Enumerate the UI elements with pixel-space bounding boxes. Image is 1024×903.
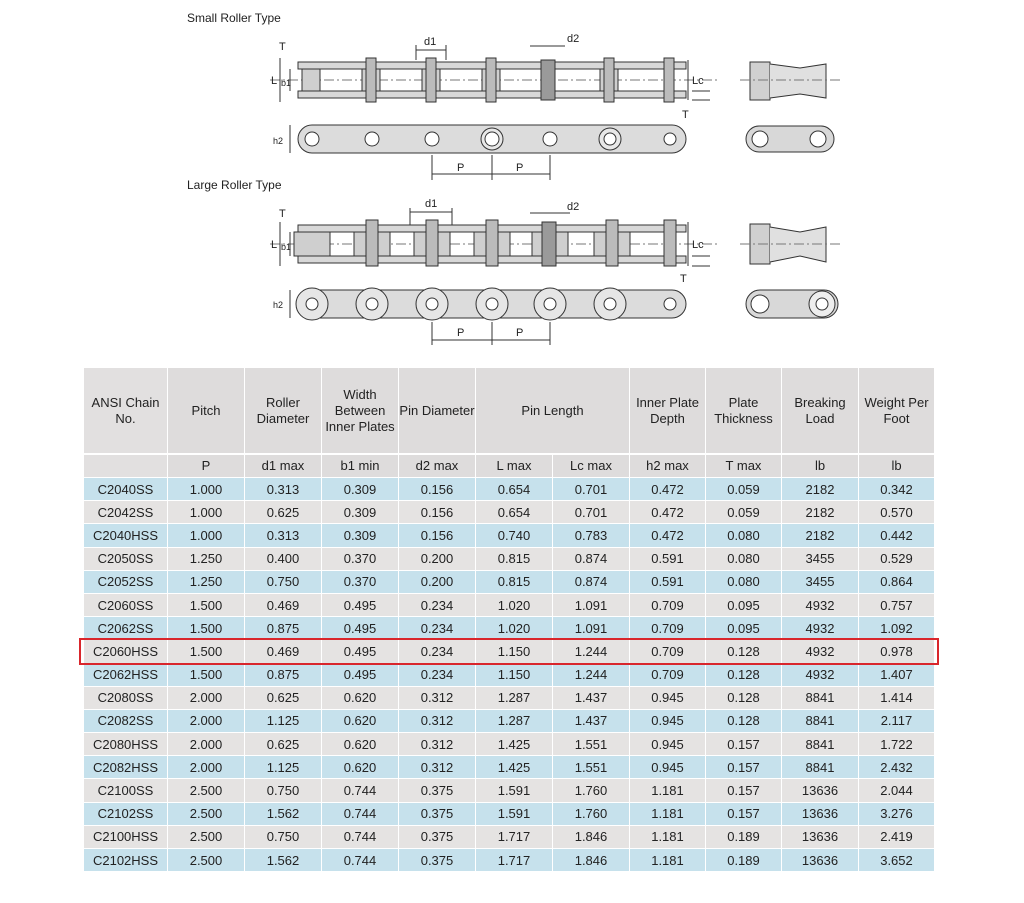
table-cell: 0.620	[322, 755, 398, 778]
table-cell: 13636	[782, 802, 858, 825]
label-L-small: L	[271, 75, 278, 87]
spec-table-body	[84, 477, 934, 871]
table-cell: 1.437	[553, 709, 629, 732]
table-cell: 1.020	[476, 616, 552, 639]
unit-weight-per-foot: lb	[859, 455, 934, 477]
table-cell: 0.189	[706, 848, 781, 871]
table-row	[84, 523, 934, 546]
table-cell: 0.495	[322, 663, 398, 686]
table-cell: 1.760	[553, 802, 629, 825]
table-cell: 0.864	[859, 570, 934, 593]
table-cell: 0.945	[630, 755, 705, 778]
label-T-large: T	[279, 208, 286, 220]
table-cell: 0.370	[322, 547, 398, 570]
table-cell: 4932	[782, 663, 858, 686]
table-cell: 0.495	[322, 593, 398, 616]
table-cell: 2.432	[859, 755, 934, 778]
table-cell: 0.375	[399, 802, 475, 825]
unit-plate-thickness: T max	[706, 455, 781, 477]
table-cell: 0.744	[322, 802, 398, 825]
chain-no-cell: C2042SS	[84, 500, 167, 523]
table-cell: 1.287	[476, 709, 552, 732]
table-cell: 0.157	[706, 732, 781, 755]
table-cell: 0.400	[245, 547, 321, 570]
table-cell: 2.500	[168, 778, 244, 801]
chain-diagram	[0, 0, 1024, 360]
table-cell: 8841	[782, 755, 858, 778]
table-row	[84, 848, 934, 871]
table-cell: 0.750	[245, 778, 321, 801]
table-cell: 2.000	[168, 686, 244, 709]
table-cell: 0.080	[706, 523, 781, 546]
table-cell: 0.080	[706, 547, 781, 570]
table-cell: 0.701	[553, 477, 629, 500]
label-d1-small: d1	[424, 36, 437, 48]
table-row	[84, 663, 934, 686]
table-cell: 0.095	[706, 593, 781, 616]
table-cell: 0.309	[322, 523, 398, 546]
table-row	[84, 477, 934, 500]
table-cell: 0.740	[476, 523, 552, 546]
table-cell: 0.156	[399, 500, 475, 523]
unit-inner-width: b1 min	[322, 455, 398, 477]
table-cell: 0.529	[859, 547, 934, 570]
table-row	[84, 755, 934, 778]
unit-pin-diameter: d2 max	[399, 455, 475, 477]
table-cell: 0.128	[706, 686, 781, 709]
label-b1-large: b1	[281, 242, 292, 252]
label-h2-large: h2	[273, 300, 284, 310]
chain-no-cell: C2062SS	[84, 616, 167, 639]
table-cell: 0.875	[245, 663, 321, 686]
col-header-roller-diameter: Roller Diameter	[245, 368, 321, 455]
table-cell: 1.244	[553, 639, 629, 662]
table-cell: 1.562	[245, 848, 321, 871]
large-side-end-view	[746, 290, 838, 318]
chain-no-cell: C2040SS	[84, 477, 167, 500]
table-row	[84, 732, 934, 755]
table-cell: 0.312	[399, 709, 475, 732]
table-cell: 1.000	[168, 500, 244, 523]
table-cell: 0.978	[859, 639, 934, 662]
label-d1-large: d1	[425, 198, 438, 210]
col-header-inner-plate-depth: Inner Plate Depth	[630, 368, 705, 455]
table-cell: 0.312	[399, 686, 475, 709]
table-cell: 1.250	[168, 547, 244, 570]
table-cell: 0.709	[630, 616, 705, 639]
table-cell: 0.128	[706, 663, 781, 686]
table-cell: 8841	[782, 686, 858, 709]
chain-no-cell: C2080HSS	[84, 732, 167, 755]
table-cell: 0.189	[706, 825, 781, 848]
label-Lc-large: Lc	[692, 239, 704, 251]
table-cell: 0.095	[706, 616, 781, 639]
small-side-end-view	[746, 126, 834, 152]
label-T2-small: T	[682, 109, 689, 121]
table-row	[84, 825, 934, 848]
table-cell: 0.625	[245, 686, 321, 709]
table-cell: 0.200	[399, 570, 475, 593]
table-cell: 0.059	[706, 477, 781, 500]
table-cell: 0.701	[553, 500, 629, 523]
table-cell: 3455	[782, 570, 858, 593]
table-cell: 2.000	[168, 709, 244, 732]
large-end-view	[740, 224, 840, 264]
table-cell: 1.500	[168, 593, 244, 616]
table-cell: 1.500	[168, 663, 244, 686]
table-cell: 1.414	[859, 686, 934, 709]
col-header-breaking-load: Breaking Load	[782, 368, 858, 455]
table-cell: 1.722	[859, 732, 934, 755]
table-cell: 1.846	[553, 848, 629, 871]
table-cell: 4932	[782, 593, 858, 616]
table-cell: 2182	[782, 523, 858, 546]
table-cell: 0.945	[630, 709, 705, 732]
table-cell: 3.652	[859, 848, 934, 871]
table-cell: 0.312	[399, 732, 475, 755]
table-cell: 0.234	[399, 639, 475, 662]
unit-chain-no	[84, 455, 167, 477]
table-cell: 0.309	[322, 477, 398, 500]
col-header-inner-width: Width Between Inner Plates	[322, 368, 398, 455]
table-cell: 2.500	[168, 802, 244, 825]
table-cell: 13636	[782, 848, 858, 871]
table-cell: 1.091	[553, 616, 629, 639]
small-end-view	[740, 62, 840, 100]
table-cell: 0.570	[859, 500, 934, 523]
table-cell: 0.312	[399, 755, 475, 778]
col-header-plate-thickness: Plate Thickness	[706, 368, 781, 455]
label-d2-small: d2	[567, 33, 580, 45]
table-cell: 0.874	[553, 570, 629, 593]
col-header-pin-diameter: Pin Diameter	[399, 368, 475, 455]
table-cell: 1.020	[476, 593, 552, 616]
chain-no-cell: C2100HSS	[84, 825, 167, 848]
table-cell: 0.375	[399, 848, 475, 871]
unit-breaking-load: lb	[782, 455, 858, 477]
table-cell: 0.625	[245, 500, 321, 523]
table-cell: 2.500	[168, 825, 244, 848]
chain-no-cell: C2102HSS	[84, 848, 167, 871]
table-cell: 0.157	[706, 778, 781, 801]
label-P1-large: P	[457, 327, 465, 339]
table-cell: 0.757	[859, 593, 934, 616]
table-cell: 1.760	[553, 778, 629, 801]
table-cell: 1.181	[630, 848, 705, 871]
table-cell: 0.815	[476, 547, 552, 570]
table-cell: 0.744	[322, 778, 398, 801]
table-cell: 0.157	[706, 802, 781, 825]
table-cell: 2182	[782, 477, 858, 500]
col-header-weight-per-foot: Weight Per Foot	[859, 368, 934, 455]
table-cell: 1.000	[168, 477, 244, 500]
table-cell: 0.342	[859, 477, 934, 500]
table-cell: 2.419	[859, 825, 934, 848]
table-cell: 0.591	[630, 547, 705, 570]
table-cell: 0.783	[553, 523, 629, 546]
table-cell: 0.375	[399, 778, 475, 801]
table-cell: 0.442	[859, 523, 934, 546]
chain-no-cell: C2100SS	[84, 778, 167, 801]
table-cell: 0.234	[399, 593, 475, 616]
table-cell: 1.717	[476, 825, 552, 848]
table-cell: 0.744	[322, 848, 398, 871]
table-cell: 1.717	[476, 848, 552, 871]
large-side-view	[290, 288, 686, 345]
table-cell: 0.815	[476, 570, 552, 593]
unit-pin-length-lc: Lc max	[553, 455, 629, 477]
table-cell: 0.709	[630, 593, 705, 616]
chain-no-cell: C2082SS	[84, 709, 167, 732]
table-cell: 4932	[782, 616, 858, 639]
table-cell: 0.128	[706, 709, 781, 732]
small-roller-title: Small Roller Type	[187, 11, 281, 25]
table-cell: 0.059	[706, 500, 781, 523]
label-Lc-small: Lc	[692, 75, 704, 87]
unit-pin-length-l: L max	[476, 455, 552, 477]
table-cell: 2.044	[859, 778, 934, 801]
table-cell: 0.200	[399, 547, 475, 570]
table-cell: 0.495	[322, 639, 398, 662]
chain-no-cell: C2050SS	[84, 547, 167, 570]
table-cell: 0.709	[630, 639, 705, 662]
table-cell: 0.620	[322, 732, 398, 755]
table-cell: 0.750	[245, 825, 321, 848]
table-cell: 0.313	[245, 523, 321, 546]
unit-pitch: P	[168, 455, 244, 477]
table-row	[84, 500, 934, 523]
chain-no-cell: C2060HSS	[84, 639, 167, 662]
label-P1-small: P	[457, 162, 465, 174]
table-cell: 0.472	[630, 477, 705, 500]
table-cell: 0.472	[630, 500, 705, 523]
table-cell: 0.875	[245, 616, 321, 639]
table-cell: 1.591	[476, 802, 552, 825]
table-cell: 1.500	[168, 639, 244, 662]
table-cell: 0.469	[245, 593, 321, 616]
table-cell: 0.375	[399, 825, 475, 848]
label-d2-large: d2	[567, 201, 580, 213]
spec-table	[83, 368, 935, 871]
header-names-row	[84, 368, 934, 455]
table-cell: 0.620	[322, 709, 398, 732]
table-cell: 0.156	[399, 477, 475, 500]
table-cell: 1.250	[168, 570, 244, 593]
table-cell: 1.437	[553, 686, 629, 709]
table-cell: 0.469	[245, 639, 321, 662]
unit-inner-plate-depth: h2 max	[630, 455, 705, 477]
table-row	[84, 778, 934, 801]
table-cell: 13636	[782, 825, 858, 848]
table-cell: 8841	[782, 709, 858, 732]
table-cell: 0.654	[476, 477, 552, 500]
table-cell: 0.156	[399, 523, 475, 546]
table-cell: 8841	[782, 732, 858, 755]
col-header-pin-length: Pin Length	[476, 368, 629, 455]
table-cell: 1.125	[245, 709, 321, 732]
chain-no-cell: C2040HSS	[84, 523, 167, 546]
table-cell: 1.551	[553, 755, 629, 778]
table-cell: 0.234	[399, 663, 475, 686]
label-h2-small: h2	[273, 136, 284, 146]
table-row	[84, 709, 934, 732]
label-T2-large: T	[680, 273, 687, 285]
label-T-small: T	[279, 41, 286, 53]
table-row	[84, 802, 934, 825]
table-cell: 0.591	[630, 570, 705, 593]
large-top-view	[270, 208, 720, 266]
label-L-large: L	[271, 239, 278, 251]
table-row	[84, 639, 934, 662]
table-cell: 0.234	[399, 616, 475, 639]
table-cell: 1.500	[168, 616, 244, 639]
label-b1-small: b1	[281, 78, 292, 88]
table-cell: 1.591	[476, 778, 552, 801]
table-row	[84, 686, 934, 709]
table-row	[84, 593, 934, 616]
table-row	[84, 570, 934, 593]
table-cell: 0.128	[706, 639, 781, 662]
table-cell: 1.846	[553, 825, 629, 848]
table-cell: 1.425	[476, 755, 552, 778]
table-cell: 1.181	[630, 825, 705, 848]
table-cell: 1.150	[476, 663, 552, 686]
table-cell: 0.620	[322, 686, 398, 709]
table-cell: 2182	[782, 500, 858, 523]
chain-no-cell: C2102SS	[84, 802, 167, 825]
table-cell: 1.551	[553, 732, 629, 755]
table-cell: 1.150	[476, 639, 552, 662]
table-cell: 0.080	[706, 570, 781, 593]
table-cell: 0.709	[630, 663, 705, 686]
col-header-pitch: Pitch	[168, 368, 244, 455]
chain-no-cell: C2060SS	[84, 593, 167, 616]
table-row	[84, 547, 934, 570]
table-cell: 0.654	[476, 500, 552, 523]
table-cell: 1.407	[859, 663, 934, 686]
table-cell: 1.287	[476, 686, 552, 709]
table-cell: 0.750	[245, 570, 321, 593]
table-cell: 0.744	[322, 825, 398, 848]
chain-no-cell: C2062HSS	[84, 663, 167, 686]
chain-no-cell: C2080SS	[84, 686, 167, 709]
unit-roller-diameter: d1 max	[245, 455, 321, 477]
table-cell: 0.313	[245, 477, 321, 500]
table-cell: 2.000	[168, 732, 244, 755]
table-cell: 2.000	[168, 755, 244, 778]
table-cell: 1.425	[476, 732, 552, 755]
table-cell: 1.091	[553, 593, 629, 616]
table-cell: 0.625	[245, 732, 321, 755]
header-units-row	[84, 455, 934, 477]
table-cell: 1.181	[630, 802, 705, 825]
table-cell: 1.562	[245, 802, 321, 825]
small-side-view	[290, 125, 686, 180]
table-cell: 1.092	[859, 616, 934, 639]
table-cell: 1.000	[168, 523, 244, 546]
table-cell: 0.370	[322, 570, 398, 593]
table-cell: 0.874	[553, 547, 629, 570]
table-cell: 0.945	[630, 686, 705, 709]
table-row	[84, 616, 934, 639]
table-cell: 0.309	[322, 500, 398, 523]
table-cell: 1.181	[630, 778, 705, 801]
label-P2-large: P	[516, 327, 524, 339]
table-cell: 3455	[782, 547, 858, 570]
table-cell: 0.495	[322, 616, 398, 639]
chain-no-cell: C2052SS	[84, 570, 167, 593]
table-cell: 4932	[782, 639, 858, 662]
label-P2-small: P	[516, 162, 524, 174]
col-header-chain-no: ANSI Chain No.	[84, 368, 167, 455]
table-cell: 2.117	[859, 709, 934, 732]
table-cell: 1.244	[553, 663, 629, 686]
table-cell: 0.472	[630, 523, 705, 546]
large-roller-title: Large Roller Type	[187, 178, 282, 192]
table-cell: 0.945	[630, 732, 705, 755]
small-top-view	[270, 45, 720, 102]
table-cell: 0.157	[706, 755, 781, 778]
table-cell: 1.125	[245, 755, 321, 778]
chain-no-cell: C2082HSS	[84, 755, 167, 778]
table-cell: 3.276	[859, 802, 934, 825]
table-cell: 13636	[782, 778, 858, 801]
table-cell: 2.500	[168, 848, 244, 871]
